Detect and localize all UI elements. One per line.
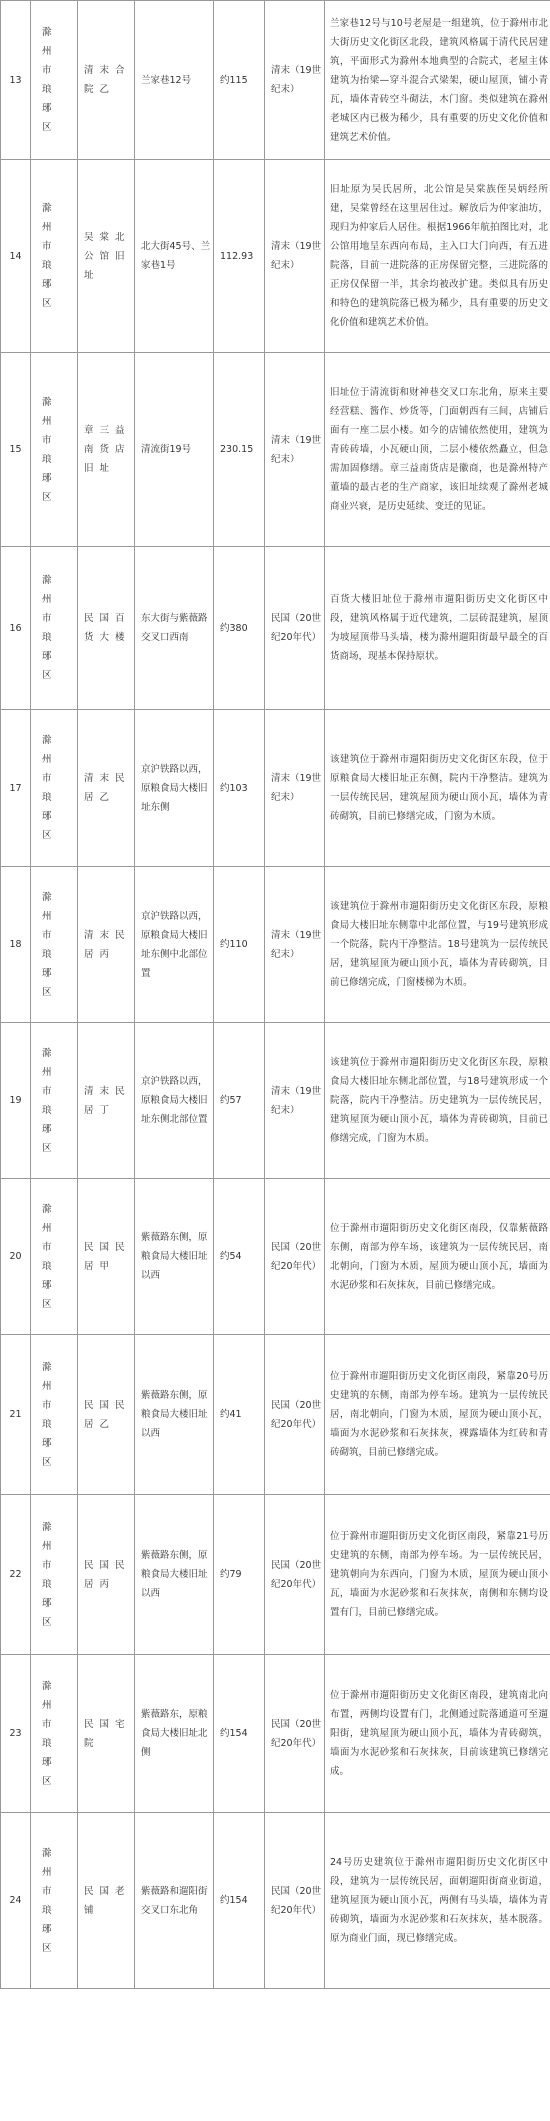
row-area: 约154 xyxy=(214,1813,265,1989)
table-row xyxy=(1,867,550,1023)
row-name: 清末合院乙 xyxy=(78,1,135,160)
row-location: 滁州市琅琊区 xyxy=(31,1,78,160)
row-location: 滁州市琅琊区 xyxy=(31,547,78,710)
row-era: 民国（20世纪20年代） xyxy=(265,547,325,710)
row-description: 位于滁州市遛阳街历史文化街区南段，紧靠20号历史建筑的东侧，南部为停车场。建筑为一层传统民居，南北朝向，门窗为木质，屋顶为硬山顶小瓦，墙面为水泥砂浆和石灰抹灰，裸露墙体为红砖和青砖砌筑，目前已修缮完成。 xyxy=(325,1335,550,1495)
row-description: 位于滁州市遛阳街历史文化街区南段，建筑南北向布置，两侧均设置有门，北侧通过院落通道可至遛阳街，建筑屋顶为硬山顶小瓦，墙体为青砖砌筑，墙面为水泥砂浆和石灰抹灰，目前该建筑已修缮完成。 xyxy=(325,1655,550,1813)
row-location: 滁州市琅琊区 xyxy=(31,353,78,547)
row-address: 紫薇路东侧，原粮食局大楼旧址以西 xyxy=(135,1179,214,1335)
row-address: 清流街19号 xyxy=(135,353,214,547)
row-era: 清末（19世纪末） xyxy=(265,353,325,547)
row-name: 民国百货大楼 xyxy=(78,547,135,710)
row-name: 民国老铺 xyxy=(78,1813,135,1989)
row-number: 20 xyxy=(1,1179,31,1335)
row-description: 该建筑位于滁州市遛阳街历史文化街区东段，位于原粮食局大楼旧址正东侧，院内干净整洁。建筑为一层传统民居，建筑屋顶为硬山顶小瓦，墙体为青砖砌筑，目前已修缮完成，门窗为木质。 xyxy=(325,710,550,867)
row-number: 19 xyxy=(1,1023,31,1179)
row-location: 滁州市琅琊区 xyxy=(31,1335,78,1495)
row-name: 清末民居乙 xyxy=(78,710,135,867)
row-name: 清末民居丙 xyxy=(78,867,135,1023)
row-description: 24号历史建筑位于滁州市遛阳街历史文化街区中段，建筑为一层传统民居，面朝遛阳街商业街道，建筑屋顶为硬山顶小瓦，两侧有马头墙，墙体为青砖砌筑，墙面为水泥砂浆和石灰抹灰，基本脱落。原为商业门面，现已修缮完成。 xyxy=(325,1813,550,1989)
row-area: 约380 xyxy=(214,547,265,710)
row-address: 紫薇路东侧，原粮食局大楼旧址以西 xyxy=(135,1335,214,1495)
row-area: 约54 xyxy=(214,1179,265,1335)
row-location: 滁州市琅琊区 xyxy=(31,867,78,1023)
table-row xyxy=(1,1179,550,1335)
row-era: 民国（20世纪20年代） xyxy=(265,1335,325,1495)
row-area: 约110 xyxy=(214,867,265,1023)
table-row xyxy=(1,1655,550,1813)
row-description: 位于滁州市遛阳街历史文化街区南段，仅靠紫薇路东侧，南部为停车场，该建筑为一层传统民居，南北朝向，门窗为木质，屋顶为硬山顶小瓦，墙面为水泥砂浆和石灰抹灰，目前已修缮完成。 xyxy=(325,1179,550,1335)
row-number: 17 xyxy=(1,710,31,867)
row-address: 北大街45号、兰家巷1号 xyxy=(135,160,214,353)
row-location: 滁州市琅琊区 xyxy=(31,1495,78,1655)
row-number: 21 xyxy=(1,1335,31,1495)
row-area: 约154 xyxy=(214,1655,265,1813)
row-location: 滁州市琅琊区 xyxy=(31,1179,78,1335)
table-row xyxy=(1,1495,550,1655)
row-description: 兰家巷12号与10号老屋是一组建筑，位于滁州市北大街历史文化街区北段，建筑风格属于清代民居建筑，平面形式为滁州本地典型的合院式，老屋主体建筑为抬梁—穿斗混合式梁架，硬山屋顶，铺小青瓦，墙体青砖空斗砌法，木门窗。类似建筑在滁州老城区内已极为稀少，具有重要的历史文化价值和建筑艺术价值。 xyxy=(325,1,550,160)
row-area: 230.15 xyxy=(214,353,265,547)
row-number: 24 xyxy=(1,1813,31,1989)
row-address: 紫薇路东侧，原粮食局大楼旧址以西 xyxy=(135,1495,214,1655)
row-era: 民国（20世纪20年代） xyxy=(265,1495,325,1655)
table-row xyxy=(1,1335,550,1495)
row-area: 112.93 xyxy=(214,160,265,353)
row-area: 约57 xyxy=(214,1023,265,1179)
row-description: 该建筑位于滁州市遛阳街历史文化街区东段，原粮食局大楼旧址东侧靠中北部位置，与19号建筑形成一个院落，院内干净整洁。18号建筑为一层传统民居，建筑屋顶为硬山顶小瓦，墙体为青砖砌筑，目前已修缮完成，门窗楼梯为木质。 xyxy=(325,867,550,1023)
row-era: 清末（19世纪末） xyxy=(265,1023,325,1179)
row-address: 京沪铁路以西，原粮食局大楼旧址东侧中北部位置 xyxy=(135,867,214,1023)
row-number: 18 xyxy=(1,867,31,1023)
row-location: 滁州市琅琊区 xyxy=(31,1023,78,1179)
row-area: 约79 xyxy=(214,1495,265,1655)
row-number: 16 xyxy=(1,547,31,710)
row-name: 吴棠北公馆旧址 xyxy=(78,160,135,353)
row-number: 15 xyxy=(1,353,31,547)
row-description: 旧址位于清流街和财神巷交叉口东北角，原来主要经营糕、酱作、炒货等，门面朝西有三间，店铺后面有一座二层小楼。如今的店铺依然使用，建筑为青砖砖墙，小瓦硬山顶，二层小楼依然矗立，但急需加固修缮。章三益南货店是徽商，也是滁州特产董墙的最古老的生产商家，该旧址续观了滁州老城商业兴衰，是历史延续、变迁的见证。 xyxy=(325,353,550,547)
row-address: 兰家巷12号 xyxy=(135,1,214,160)
table-row xyxy=(1,547,550,710)
row-name: 民国民居甲 xyxy=(78,1179,135,1335)
row-era: 民国（20世纪20年代） xyxy=(265,1655,325,1813)
row-era: 民国（20世纪20年代） xyxy=(265,1813,325,1989)
row-location: 滁州市琅琊区 xyxy=(31,1813,78,1989)
table-row xyxy=(1,1813,550,1989)
row-address: 紫薇路东，原粮食局大楼旧址北侧 xyxy=(135,1655,214,1813)
table-row xyxy=(1,1023,550,1179)
row-number: 22 xyxy=(1,1495,31,1655)
row-location: 滁州市琅琊区 xyxy=(31,160,78,353)
row-description: 旧址原为吴氏居所，北公馆是吴棠族侄吴炳经所建，吴棠曾经在这里居住过。解放后为仲家油坊，现归为仲家后人居住。根据1966年航拍图比对，北公馆用地呈东西向布局，主入口大门向西，有五进院落，目前一进院落的正房保留完整，三进院落的正房仅保留一半，其余均被改扩建。类似具有历史和特色的建筑院落已极为稀少，具有重要的历史文化价值和建筑艺术价值。 xyxy=(325,160,550,353)
row-description: 该建筑位于滁州市遛阳街历史文化街区东段，原粮食局大楼旧址东侧北部位置，与18号建筑形成一个院落，院内干净整洁。历史建筑为一层传统民居，建筑屋顶为硬山顶小瓦，墙体为青砖砌筑，目前已修缮完成，门窗为木质。 xyxy=(325,1023,550,1179)
row-location: 滁州市琅琊区 xyxy=(31,710,78,867)
row-address: 京沪铁路以西，原粮食局大楼旧址东侧北部位置 xyxy=(135,1023,214,1179)
row-location: 滁州市琅琊区 xyxy=(31,1655,78,1813)
row-area: 约115 xyxy=(214,1,265,160)
row-name: 章三益南货店旧址 xyxy=(78,353,135,547)
row-era: 清末（19世纪末） xyxy=(265,1,325,160)
table-row xyxy=(1,160,550,353)
row-era: 清末（19世纪末） xyxy=(265,710,325,867)
row-name: 清末民居丁 xyxy=(78,1023,135,1179)
row-name: 民国民居丙 xyxy=(78,1495,135,1655)
row-era: 清末（19世纪末） xyxy=(265,867,325,1023)
row-number: 14 xyxy=(1,160,31,353)
table-row xyxy=(1,1,550,160)
table-row xyxy=(1,710,550,867)
table-row xyxy=(1,353,550,547)
row-area: 约41 xyxy=(214,1335,265,1495)
row-description: 百货大楼旧址位于滁州市遛阳街历史文化街区中段，建筑风格属于近代建筑，二层砖混建筑，屋顶为坡屋顶带马头墙，楼为滁州遛阳街最早最全的百货商场，现基本保持原状。 xyxy=(325,547,550,710)
row-area: 约103 xyxy=(214,710,265,867)
row-address: 东大街与紫薇路交叉口西南 xyxy=(135,547,214,710)
row-number: 13 xyxy=(1,1,31,160)
row-address: 京沪铁路以西，原粮食局大楼旧址东侧 xyxy=(135,710,214,867)
row-era: 清末（19世纪末） xyxy=(265,160,325,353)
row-number: 23 xyxy=(1,1655,31,1813)
row-era: 民国（20世纪20年代） xyxy=(265,1179,325,1335)
row-name: 民国民居乙 xyxy=(78,1335,135,1495)
row-name: 民国宅院 xyxy=(78,1655,135,1813)
row-description: 位于滁州市遛阳街历史文化街区南段，紧靠21号历史建筑的东侧，南部为停车场。为一层传统民居，建筑朝向为东西向，门窗为木质，屋顶为硬山顶小瓦，墙面为水泥砂浆和石灰抹灰，南侧和东侧均设置有门，目前已修缮完成。 xyxy=(325,1495,550,1655)
row-address: 紫薇路和遛阳街交叉口东北角 xyxy=(135,1813,214,1989)
